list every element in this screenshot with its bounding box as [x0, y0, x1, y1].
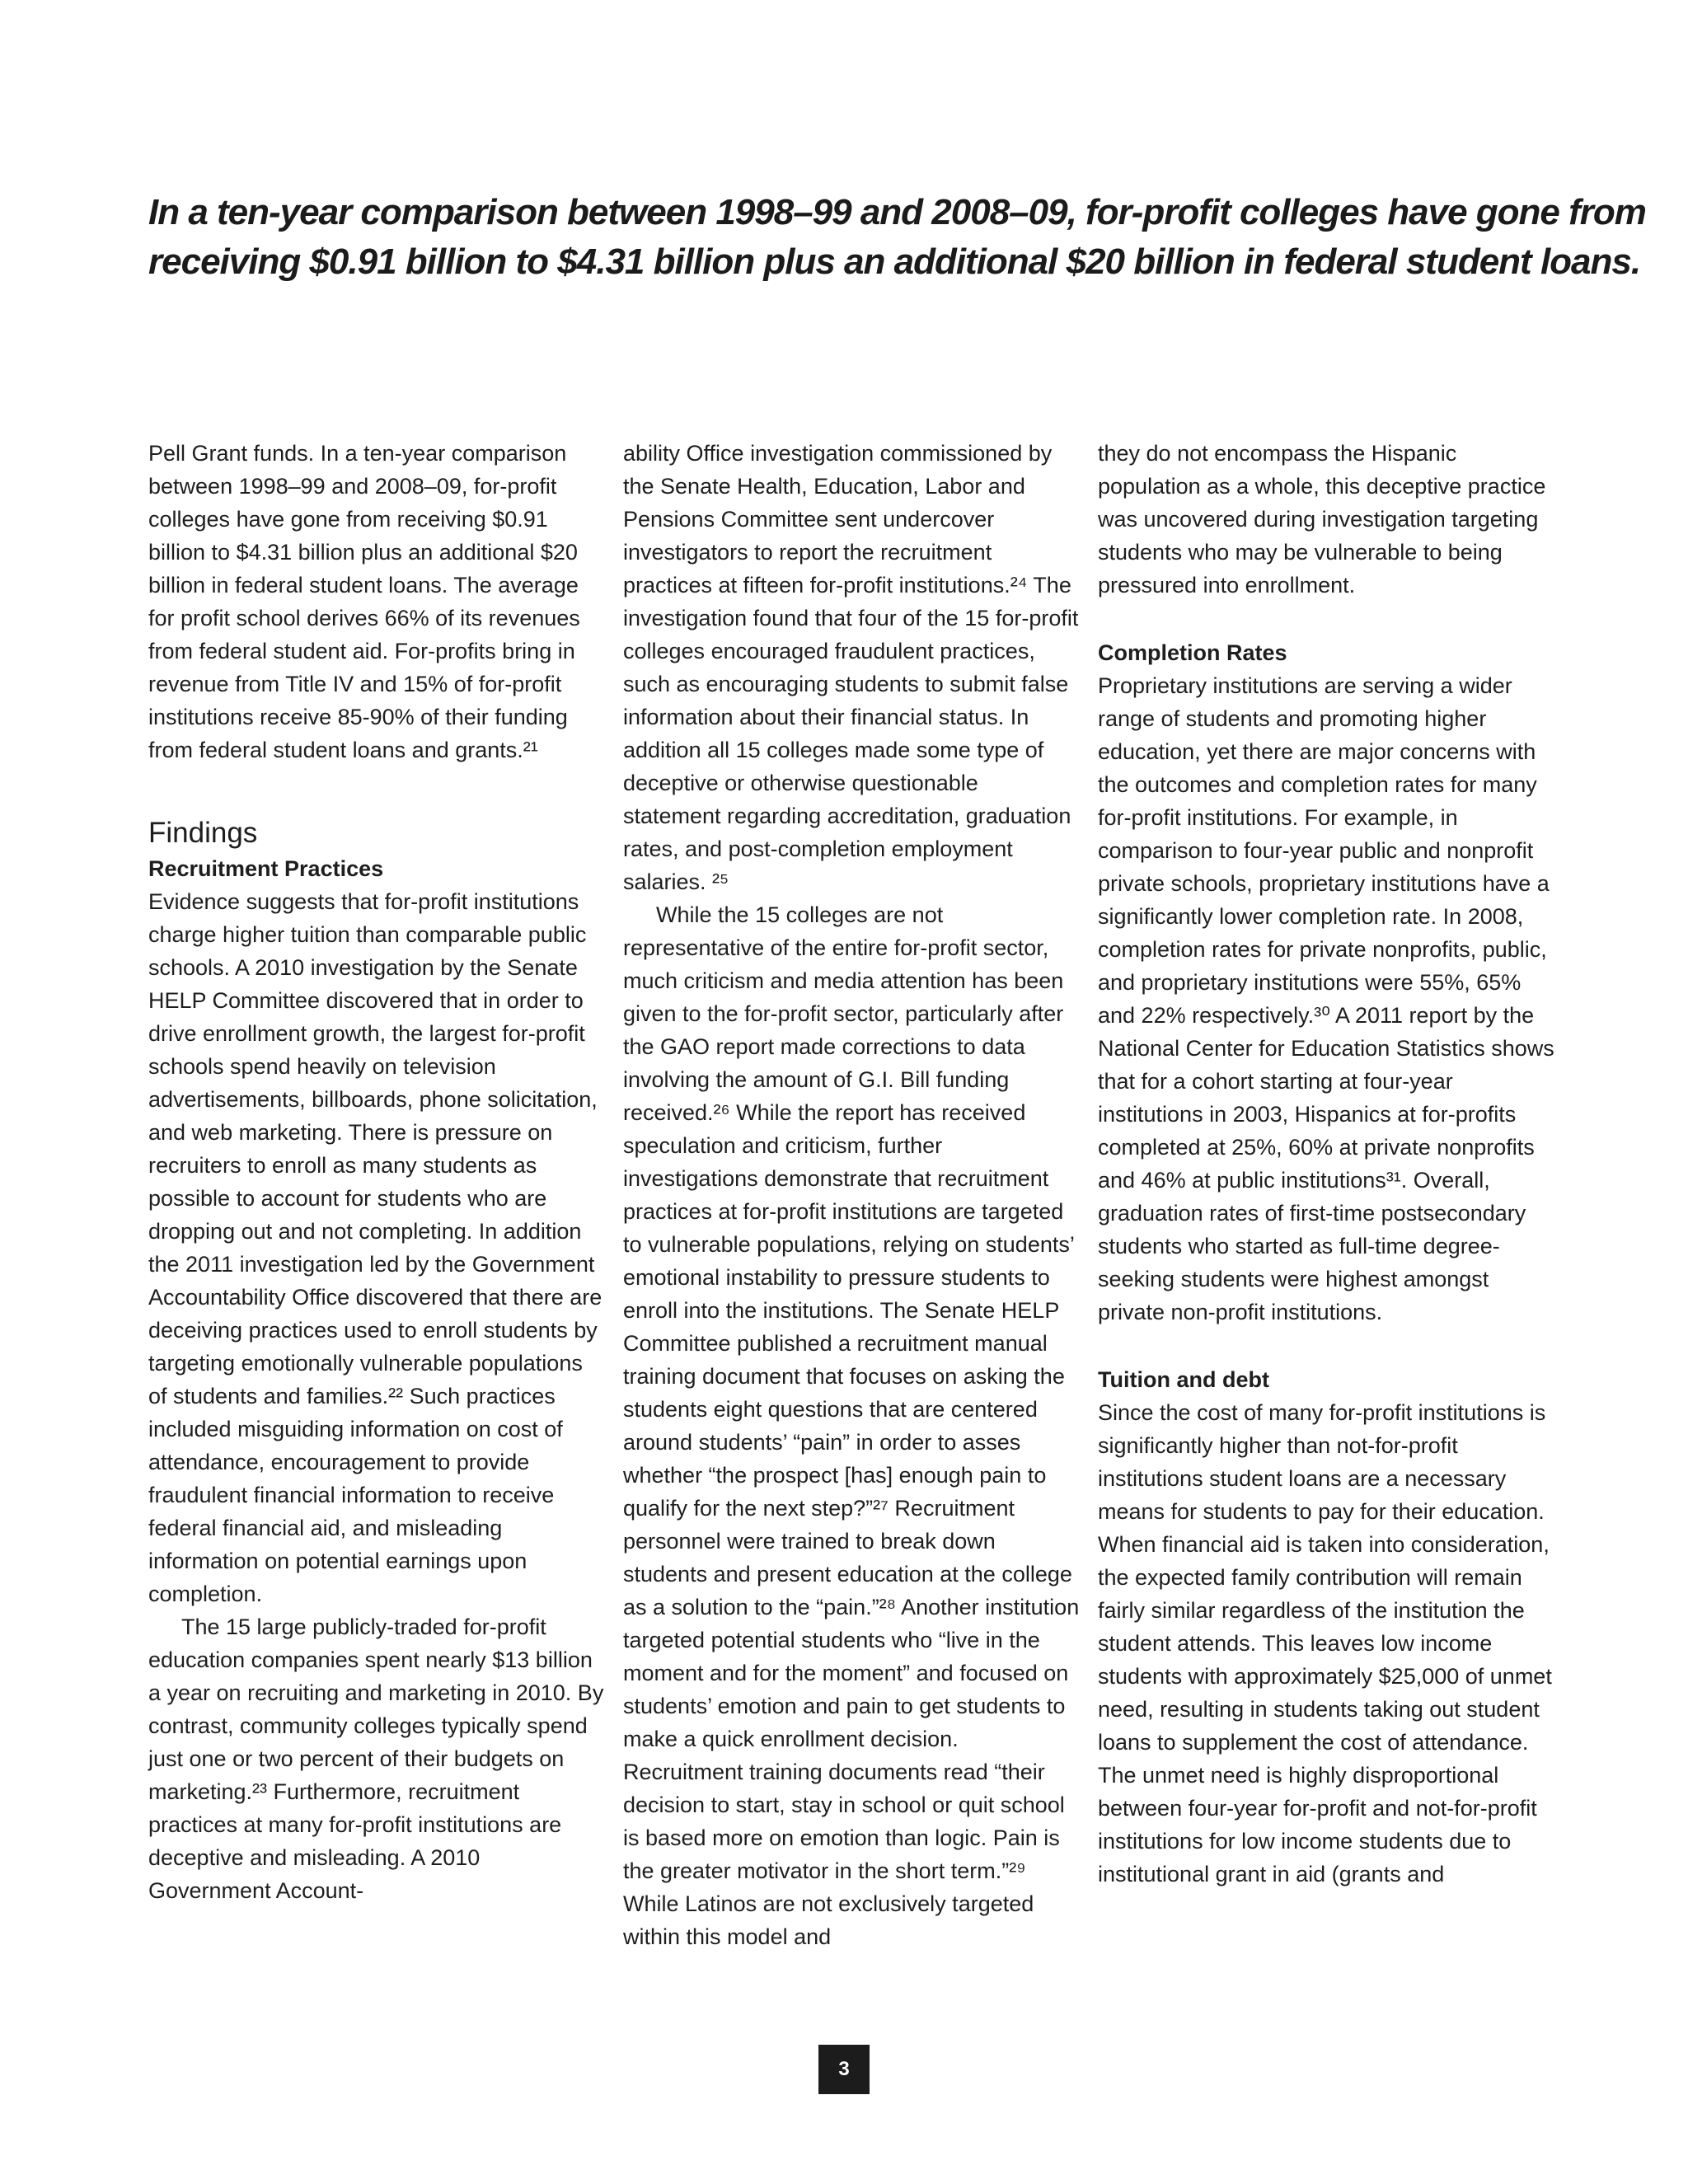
tuition-and-debt-heading: Tuition and debt — [1098, 1367, 1269, 1392]
column-3-paragraph: they do not encompass the Hispanic population as a whole, this deceptive practice was uncovered during investigation targeting students who may be vulnerable to being pressured into enrollment. — [1098, 441, 1546, 598]
column-3-paragraph: Since the cost of many for-profit institutions is significantly higher than not-for-profit institutions student loans are a necessary means for students to pay for their education. When financial aid is taken into consideration, the expected family contribution will remain fairly similar regardless of the institution the student attends. This leaves low income students with approximately $25,000 of unmet need, resulting in students taking out student loans to supplement the cost of attendance. The unmet need is highly disproportional between four-year for-profit and not-for-profit institutions for low income students due to institutional grant in aid (grants and — [1098, 1400, 1552, 1886]
findings-heading: Findings — [148, 817, 258, 849]
pull-quote-line-1: In a ten-year comparison between 1998–99 and 2008–09, for-profit colleges have gone from — [148, 192, 1646, 232]
column-1 — [148, 437, 606, 1907]
column-2 — [623, 437, 1081, 1953]
completion-rates-heading: Completion Rates — [1098, 640, 1287, 665]
column-2-paragraph: While the 15 colleges are not representative of the entire for-profit sector, much criticism and media attention has been given to the for-profit sector, particularly after the GAO report made corrections to data involving the amount of G.I. Bill funding received.²⁶ While the report has received speculation and criticism, further investigations demonstrate that recruitment practices at for-profit institutions are targeted to vulnerable populations, relying on students’ emotional instability to pressure students to enroll into the institutions. The Senate HELP Committee published a recruitment manual training document that focuses on asking the students eight questions that are centered around students’ “pain” in order to asses whether “the prospect [has] enough pain to qualify for the next step?”²⁷ Recruitment personnel were trained to break down students and present education at the college as a solution to the “pain.”²⁸ Another institution targeted potential students who “live in the moment and for the moment” and focused on students’ emotion and pain to get students to make a quick enrollment decision. Recruitment training documents read “their decision to start, stay in school or quit school is based more on emotion than logic. Pain is the greater motivator in the short term.”²⁹ While Latinos are not exclusively targeted within this model and — [623, 902, 1080, 1949]
column-3 — [1098, 437, 1555, 1891]
column-2-paragraph: ability Office investigation commissioned by the Senate Health, Education, Labor and Pensions Committee sent undercover investigators to report the recruitment practices at fifteen for-profit institutions.²⁴ The investigation found that four of the 15 for-profit colleges encouraged fraudulent practices, such as encouraging students to submit false information about their financial status. In addition all 15 colleges made some type of deceptive or otherwise questionable statement regarding accreditation, graduation rates, and post-completion employment salaries. ²⁵ — [623, 441, 1079, 894]
pull-quote — [148, 188, 1646, 287]
column-1-paragraph: The 15 large publicly-traded for-profit education companies spent nearly $13 billion a year on recruiting and marketing in 2010. By contrast, community colleges typically spend just one or two percent of their budgets on marketing.²³ Furthermore, recruitment practices at many for-profit institutions are deceptive and misleading. A 2010 Government Account- — [148, 1615, 604, 1903]
page-number: 3 — [818, 2045, 870, 2094]
column-1-paragraph: Pell Grant funds. In a ten-year comparison between 1998–99 and 2008–09, for-profit colleges have gone from receiving $0.91 billion to $4.31 billion plus an additional $20 billion in federal student loans. The average for profit school derives 66% of its revenues from federal student aid. For-profits bring in revenue from Title IV and 15% of for-profit institutions receive 85-90% of their funding from federal student loans and grants.²¹ — [148, 441, 580, 762]
recruitment-practices-heading: Recruitment Practices — [148, 856, 384, 881]
column-3-paragraph: Proprietary institutions are serving a wider range of students and promoting higher education, yet there are major concerns with the outcomes and completion rates for many for-profit institutions. For example, in comparison to four-year public and nonprofit private schools, proprietary institutions have a significantly lower completion rate. In 2008, completion rates for private nonprofits, public, and proprietary institutions were 55%, 65% and 22% respectively.³⁰ A 2011 report by the National Center for Education Statistics shows that for a cohort starting at four-year institutions in 2003, Hispanics at for-profits completed at 25%, 60% at private nonprofits and 46% at public institutions³¹. Overall, graduation rates of first-time postsecondary students who started as full-time degree-seeking students were highest amongst private non-profit institutions. — [1098, 673, 1554, 1324]
column-1-paragraph: Evidence suggests that for-profit institutions charge higher tuition than comparable public schools. A 2010 investigation by the Senate HELP Committee discovered that in order to drive enrollment growth, the largest for-profit schools spend heavily on television advertisements, billboards, phone solicitation, and web marketing. There is pressure on recruiters to enroll as many students as possible to account for students who are dropping out and not completing. In addition the 2011 investigation led by the Government Accountability Office discovered that there are deceiving practices used to enroll students by targeting emotionally vulnerable populations of students and families.²² Such practices included misguiding information on cost of attendance, encouragement to provide fraudulent financial information to receive federal financial aid, and misleading information on potential earnings upon completion. — [148, 889, 603, 1606]
pull-quote-line-2: receiving $0.91 billion to $4.31 billion plus an additional $20 billion in federal student loans. — [148, 241, 1641, 282]
